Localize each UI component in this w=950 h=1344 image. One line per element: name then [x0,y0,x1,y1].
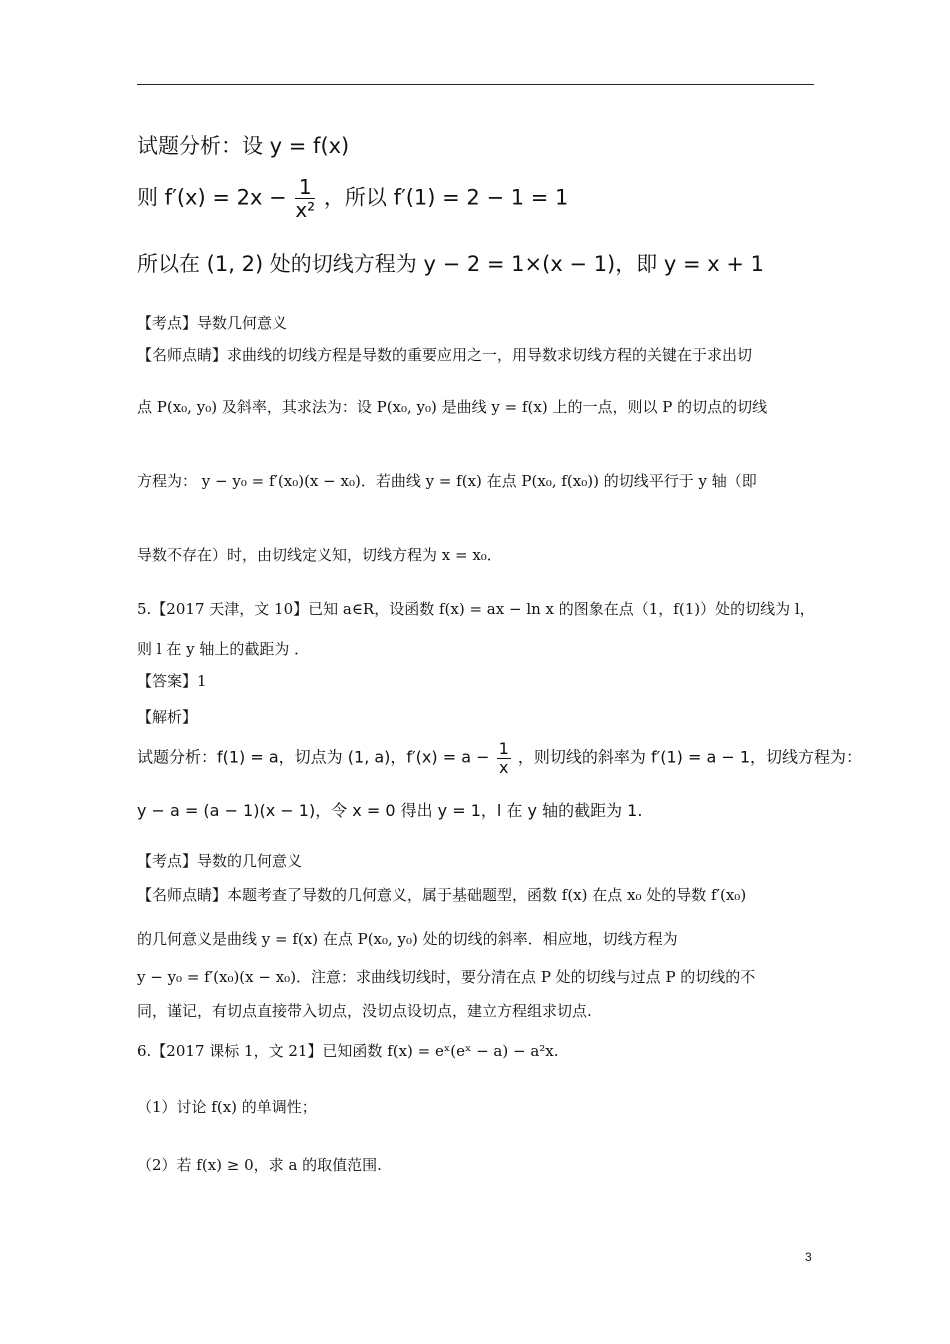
q5-jiexi-heading: 【解析】 [137,708,198,726]
kaodian-2: 【考点】导数的几何意义 [137,852,303,870]
header-rule [137,84,814,85]
fraction: $\frac{1}{x}$ [498,739,509,777]
q5-line2: 则 l 在 y 轴上的截距为 ． [137,640,310,658]
page-number: 3 [805,1250,812,1264]
mingshi-2-line2: 的几何意义是曲线 y = f(x) 在点 P(x₀, y₀) 处的切线的斜率．相应地，切线方程为 [137,930,678,948]
mingshi-1-line4: 导数不存在）时，由切线定义知，切线方程为 x = x₀． [137,546,502,564]
mingshi-1-line1: 【名师点睛】求曲线的切线方程是导数的重要应用之一，用导数求切线方程的关键在于求出切 [137,346,753,364]
fraction: $\frac{1}{\text{x²}}$ [295,175,316,222]
kaodian-1: 【考点】导数几何意义 [137,314,288,332]
mingshi-1-line2: 点 P(x₀, y₀) 及斜率，其求法为：设 P(x₀, y₀) 是曲线 y = f(x) 上的一点，则以 P 的切点的切线 [137,398,768,416]
q5-answer: 【答案】1 [137,672,207,690]
analysis1-line2: 则 f′(x) = 2x − $\frac{1}{\text{x²}}$ ，所以 f′(1) = 2 − 1 = 1 [137,175,569,222]
mingshi-1-line3: 方程为： y − y₀ = f′(x₀)(x − x₀)．若曲线 y = f(x) 在点 P(x₀, f(x₀)) 的切线平行于 y 轴（即 [137,472,757,490]
q6-part2: （2）若 f(x) ≥ 0，求 a 的取值范围. [137,1156,382,1174]
mingshi-2-line3: y − y₀ = f′(x₀)(x − x₀)．注意：求曲线切线时，要分清在点 P 处的切线与过点 P 的切线的不 [137,968,756,986]
analysis1-line3: 所以在 (1, 2) 处的切线方程为 y − 2 = 1×(x − 1)，即 y = x + 1 [137,252,765,276]
mingshi-2-line4: 同，谨记，有切点直接带入切点，没切点设切点，建立方程组求切点. [137,1002,592,1020]
q5-analysis-line1: 试题分析：f(1) = a，切点为 (1, a)，f′(x) = a − $\frac{1}{x}$ ，则切线的斜率为 f′(1) = a − 1，切线方程为： [137,739,863,777]
analysis1-line1: 试题分析：设 y = f(x) [137,134,350,158]
q6-part1: （1）讨论 f(x) 的单调性； [137,1098,317,1116]
mingshi-2-line1: 【名师点睛】本题考查了导数的几何意义，属于基础题型，函数 f(x) 在点 x₀ 处的导数 f′(x₀) [137,886,747,904]
q5-line1: 5.【2017 天津，文 10】已知 a∈R，设函数 f(x) = ax − ln x 的图象在点（1，f(1)）处的切线为 l， [137,600,815,618]
q5-analysis-line2: y − a = (a − 1)(x − 1)，令 x = 0 得出 y = 1，l 在 y 轴的截距为 1. [137,801,643,820]
q6-line1: 6.【2017 课标 1，文 21】已知函数 f(x) = eˣ(eˣ − a) − a²x. [137,1042,559,1060]
